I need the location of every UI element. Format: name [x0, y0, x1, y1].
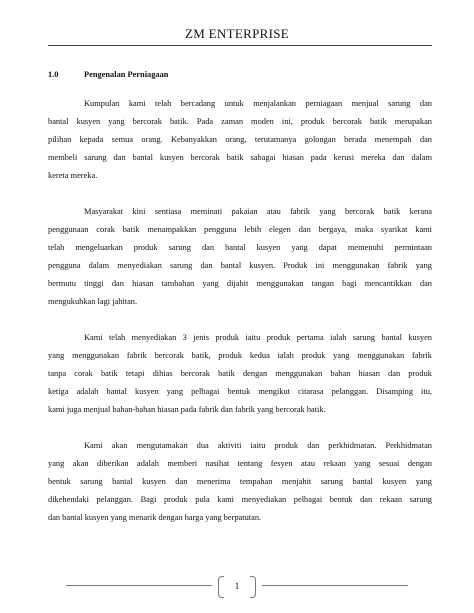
section-number: 1.0 — [48, 70, 59, 79]
paragraph — [48, 437, 432, 527]
header-title: ZM ENTERPRISE — [185, 26, 289, 41]
section-title: Pengenalan Perniagaan — [84, 70, 169, 79]
paragraph-line: pilihan kepada semua orang. Kebanyakkan orang, terutamanya golongan berada menempah dan — [48, 135, 432, 144]
paragraph-line: dikehendaki pelanggan. Bagi produk pula kami menyediakan pelbagai bentuk dan rekaan sarung — [48, 495, 432, 504]
page-number-bracket-left — [218, 576, 224, 598]
paragraph-line: pengguna dalam menyediakan sarung dan bantal kusyen. Produk ini menggunakan fabrik yang — [48, 261, 432, 270]
section-heading — [48, 70, 432, 79]
paragraph-line: yang akan diberikan adalah memberi nasihat tentang fesyen atau rekaan yang sesuai dengan — [48, 459, 432, 468]
paragraph-line: membeli sarung dan bantal kusyen bercorak batik sabagai hiasan pada kerusi mereka dan dalam — [48, 153, 432, 162]
body-text — [48, 95, 432, 545]
paragraph-line: Masyarakat kini sentiasa meminati pakaian atau fabrik yang bercorak batik kerana — [84, 207, 432, 216]
paragraph-line: Kami akan mengutamakan dua aktiviti iaitu produk dan perkhidmatan. Perkhidmatan — [84, 441, 432, 450]
page-number-box — [218, 576, 256, 596]
paragraph-line: bantal kusyen yang bercorak batik. Pada zaman moden ini, produk bercorak batik merupakan — [48, 117, 432, 126]
paragraph-line: penggunaan corak batik menampakkan pengguna lebih elegen dan bergaya, maka syarikat kami — [48, 225, 432, 234]
paragraph-line: bentuk sarung bantal kusyen dan menerima tempahan menjahit sarung bantal kusyen yang — [48, 477, 432, 486]
paragraph — [48, 329, 432, 419]
paragraph-line: Kami telah menyediakan 3 jenis produk iaitu produk pertama ialah sarung bantal kusyen — [84, 333, 432, 342]
paragraph-line: tanpa corak batik tetapi dihias bercorak batik dengan menggunakan bahan hiasan dan produk — [48, 369, 432, 378]
paragraph-line: kereta mereka. — [48, 171, 98, 180]
paragraph-line: ketiga adalah bantal kusyen yang pelbagai bentuk mengikut citarasa pelanggan. Disamping itu, — [48, 387, 432, 396]
page-number-bracket-right — [250, 576, 256, 598]
header-rule — [48, 45, 432, 46]
paragraph — [48, 203, 432, 311]
paragraph-line: yang menggunakan fabrik bercorak batik, produk kedua ialah produk yang menggunakan fabrik — [48, 351, 432, 360]
paragraph-line: telah mengeluarkan produk sarung dan bantal kusyen yang dapat memenuhi permintaan — [48, 243, 432, 252]
footer-rule-right — [262, 585, 408, 586]
paragraph-line: mengukuhkan lagi jahitan. — [48, 297, 138, 306]
page-number: 1 — [234, 581, 240, 591]
paragraph-line: bermutu tinggi dan hiasan tambahan yang dijahit menggunakan tangan bagi mencantikkan dan — [48, 279, 432, 288]
paragraph-line: dan bantal kusyen yang menarik dengan harga yang berpatutan. — [48, 513, 262, 522]
paragraph — [48, 95, 432, 185]
paragraph-line: Kumpulan kami telah bercadang untuk menjalankan perniagaan menjual sarung dan — [84, 99, 432, 108]
paragraph-line: kami juga menjual bahan-bahan hiasan pada fabrik dan fabrik yang bercorak batik. — [48, 405, 326, 414]
footer-rule-left — [66, 585, 212, 586]
